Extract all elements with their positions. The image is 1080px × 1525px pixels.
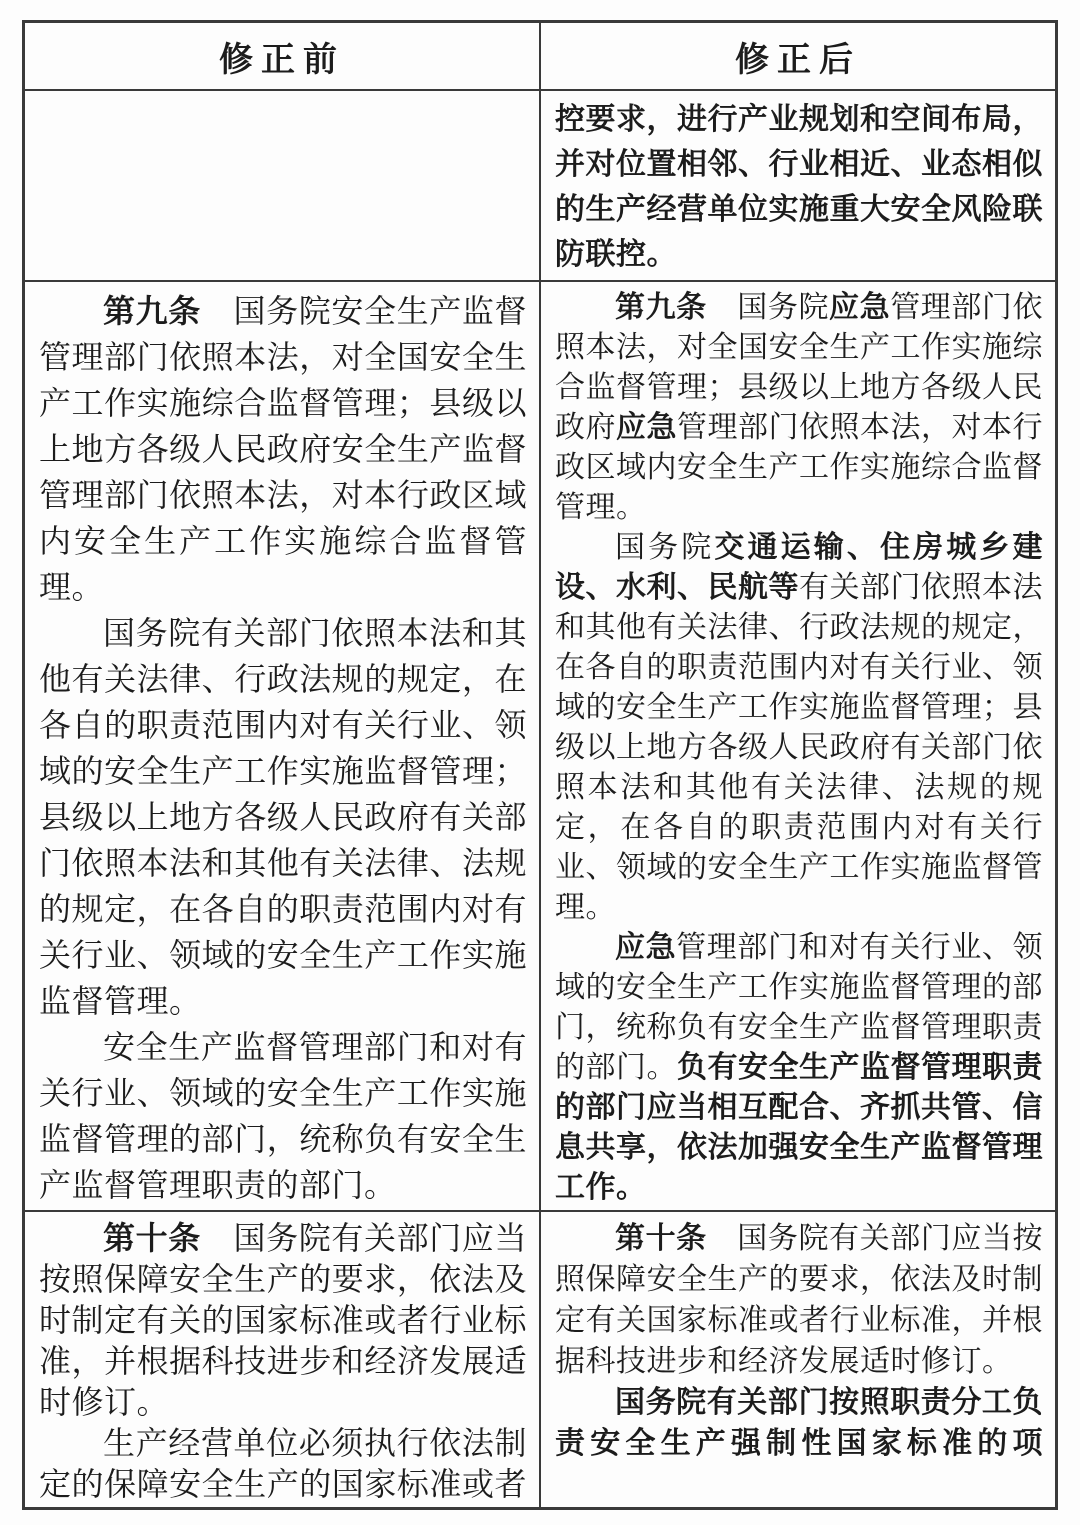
body-text: 有关部门依照本法和其他有关法律、行政法规的规定，在各自的职责范围内对有关行业、领域的安全生产工作实施监督管理；县级以上地方各级人民政府有关部门依照本法和其他有关法律、法规的规定，在各自的职责范围内对有关行业、领域的安全生产工作实施监督管理。 [555, 571, 1043, 924]
paragraph [555, 928, 1043, 1208]
emphasized-text: 应急 [829, 291, 891, 324]
body-text: 国务院有关部门应当按照保障安全生产的要求，依法及时制定有关的国家标准或者行业标准，并根据科技进步和经济发展适时修订。 [39, 1220, 527, 1420]
header-after: 修正后 [541, 23, 1055, 91]
emphasized-text: 交通运输、住房城乡建设、水利、民航等 [555, 531, 1043, 604]
paragraph [555, 97, 1043, 277]
paragraph [555, 1382, 1043, 1464]
emphasized-text: 第九条 [103, 293, 201, 329]
emphasized-text: 第十条 [615, 1222, 707, 1255]
body-text: 国务院有关部门依照本法和其他有关法律、行政法规的规定，在各自的职责范围内对有关行业、领域的安全生产工作实施监督管理；县级以上地方各级人民政府有关部门依照本法和其他有关法律、法规的规定，在各自的职责范围内对有关行业、领域的安全生产工作实施监督管理。 [39, 615, 527, 1019]
emphasized-text: 应急 [616, 411, 677, 444]
cell-after-0 [541, 91, 1055, 282]
comparison-table [22, 20, 1058, 1510]
emphasized-text: 国务院有关部门按照职责分工负责安全生产强制性国家标准的项 [555, 1386, 1043, 1460]
cell-after-1 [541, 282, 1055, 1212]
body-text: 国务院 [706, 291, 830, 324]
header-before: 修正前 [25, 23, 541, 91]
cell-before-0 [25, 91, 541, 282]
emphasized-text: 应急 [615, 931, 677, 964]
paragraph [555, 1218, 1043, 1382]
emphasized-text: 第九条 [615, 291, 707, 324]
paragraph [39, 610, 527, 1024]
emphasized-text: 负有安全生产监督管理职责的部门应当相互配合、齐抓共管、信息共享，依法加强安全生产监督管理工作。 [555, 1051, 1043, 1204]
body-text: 安全生产监督管理部门和对有关行业、领域的安全生产工作实施监督管理的部门，统称负有安全生产监督管理职责的部门。 [39, 1029, 527, 1203]
body-text: 国务院有关部门应当按照保障安全生产的要求，依法及时制定有关国家标准或者行业标准，并根据科技进步和经济发展适时修订。 [555, 1222, 1044, 1378]
cell-after-2 [541, 1212, 1055, 1507]
body-text: 国务院安全生产监督管理部门依照本法，对全国安全生产工作实施综合监督管理；县级以上地方各级人民政府安全生产监督管理部门依照本法，对本行政区域内安全生产工作实施综合监督管理。 [39, 293, 527, 605]
emphasized-text: 控要求，进行产业规划和空间布局，并对位置相邻、行业相近、业态相似的生产经营单位实施重大安全风险联防联控。 [555, 103, 1043, 271]
paragraph [39, 1024, 527, 1208]
paragraph [555, 288, 1043, 528]
paragraph [39, 288, 527, 610]
cell-before-2 [25, 1212, 541, 1507]
paragraph [39, 1218, 527, 1423]
body-text: 管理部门和对有关行业、领域的安全生产工作实施监督管理的部门，统称负有安全生产监督管理职责的部门。 [555, 931, 1044, 1084]
emphasized-text: 第十条 [103, 1220, 201, 1256]
cell-before-1 [25, 282, 541, 1212]
body-text: 国务院 [615, 531, 715, 564]
body-text: 管理部门依照本法，对本行政区域内安全生产工作实施综合监督管理。 [555, 411, 1043, 524]
body-text: 生产经营单位必须执行依法制定的保障安全生产的国家标准或者 [39, 1425, 527, 1502]
body-text: 管理部门依照本法，对全国安全生产工作实施综合监督管理；县级以上地方各级人民政府 [555, 291, 1044, 444]
paragraph [555, 528, 1043, 928]
paragraph [39, 1423, 527, 1505]
